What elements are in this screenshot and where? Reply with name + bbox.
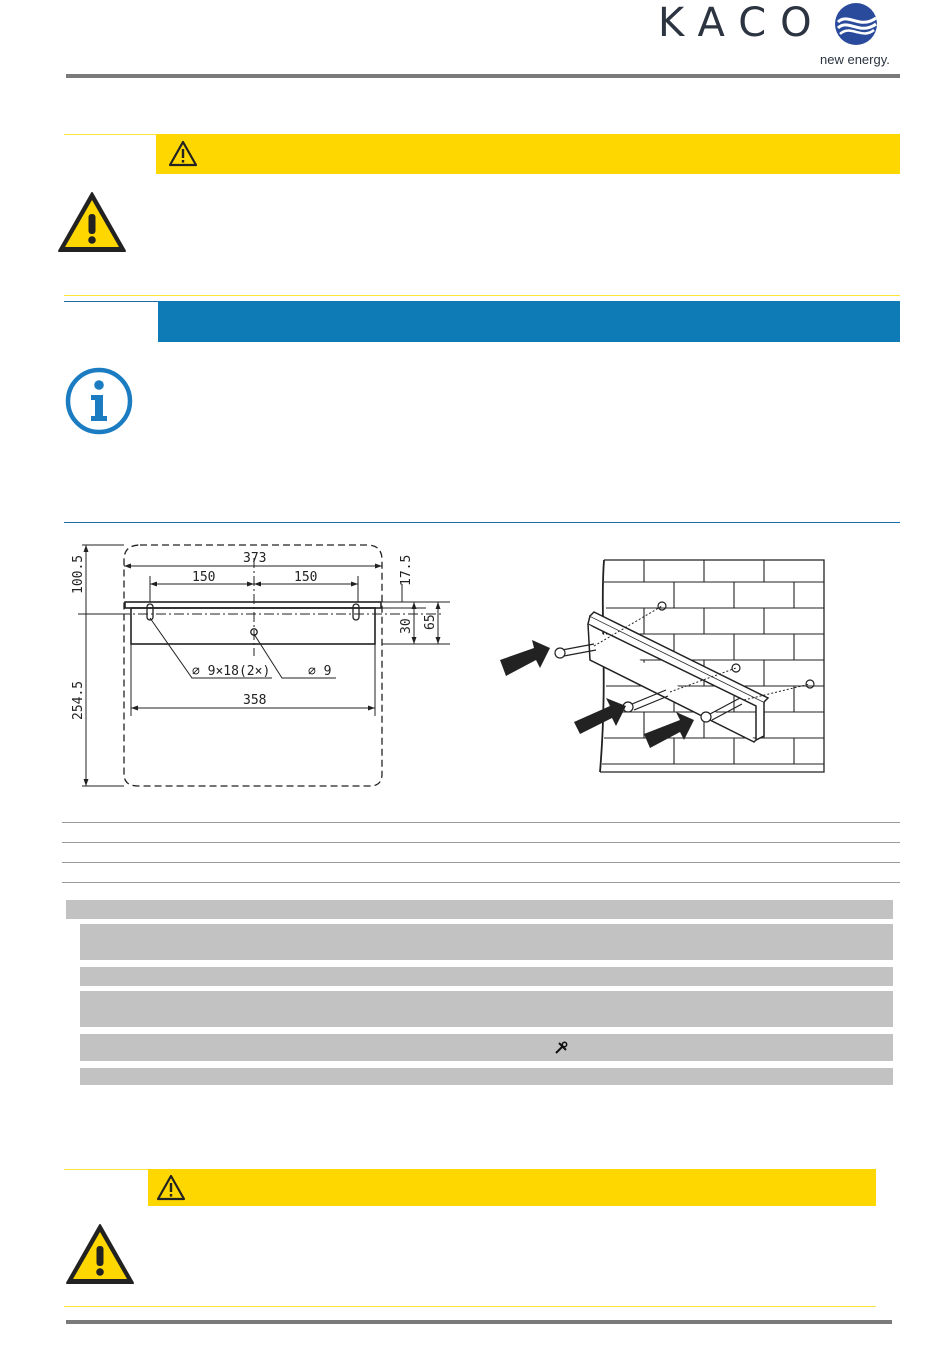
- hole-slot-label: ∅ 9×18(2×): [192, 664, 271, 679]
- procedure-step-row: [80, 1068, 893, 1085]
- warning-triangle-icon: [168, 140, 198, 167]
- procedure-step-row: [80, 967, 893, 986]
- hole-round-label: ∅ 9: [308, 664, 332, 679]
- dim-100-5-label: 100.5: [71, 554, 86, 594]
- dim-17-5-label: 17.5: [399, 554, 414, 586]
- warning-triangle-icon: [56, 190, 128, 254]
- dim-65-label: 65: [423, 614, 438, 630]
- wall-mounting-illustration: [494, 556, 828, 776]
- procedure-step-row: [80, 991, 893, 1027]
- dim-30-label: 30: [399, 618, 414, 634]
- footer-rule: [66, 1320, 892, 1324]
- table-rule: [62, 862, 900, 863]
- procedure-header-row: [66, 900, 893, 919]
- warning-triangle-icon: [64, 1222, 136, 1286]
- header-rule: [66, 74, 900, 78]
- warning-bottom-rule: [64, 295, 900, 296]
- dim-150-left-label: 150: [192, 570, 216, 585]
- tools-icon: [554, 1041, 568, 1055]
- bracket-dimension-drawing: [62, 536, 462, 798]
- table-rule: [62, 822, 900, 823]
- dim-373-label: 373: [243, 551, 267, 566]
- kaco-wave-logo-icon: [832, 0, 880, 48]
- warning-bottom-rule: [64, 1306, 876, 1307]
- dim-150-right-label: 150: [294, 570, 318, 585]
- warning-top-rule: [64, 1169, 148, 1170]
- info-circle-icon: [64, 366, 134, 436]
- warning-header-bar: [156, 134, 900, 174]
- warning-top-rule: [64, 134, 156, 135]
- warning-triangle-icon: [156, 1174, 186, 1201]
- info-bottom-rule: [64, 522, 900, 523]
- table-rule: [62, 842, 900, 843]
- table-rule: [62, 882, 900, 883]
- procedure-step-row: [80, 924, 893, 960]
- brand-tagline: new energy.: [820, 52, 890, 67]
- dim-254-5-label: 254.5: [71, 680, 86, 720]
- procedure-step-row: [80, 1034, 893, 1061]
- brand-logo-text: KACO: [658, 0, 826, 46]
- warning-header-bar: [148, 1169, 876, 1206]
- info-header-bar: [158, 301, 900, 342]
- dim-358-label: 358: [243, 693, 267, 708]
- info-top-rule: [64, 301, 158, 302]
